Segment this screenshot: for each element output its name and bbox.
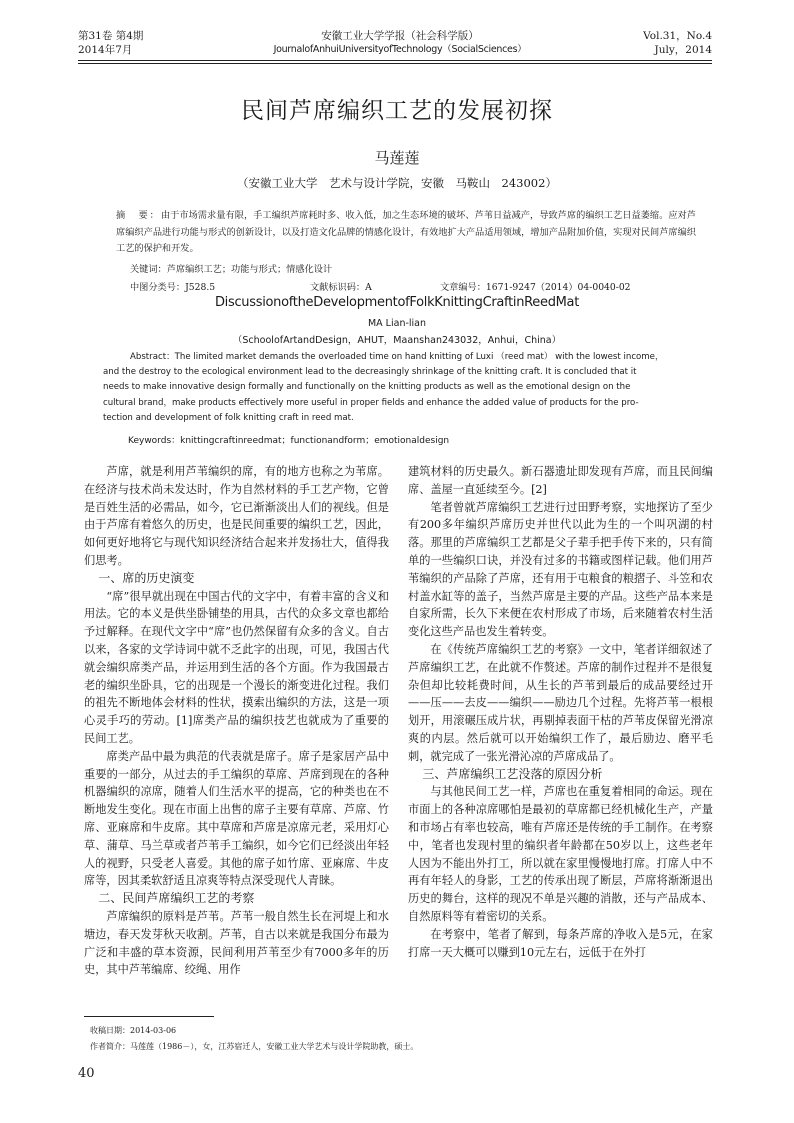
header-journal-name	[230, 29, 570, 57]
abstract-cn-label: 摘 要：	[116, 210, 161, 221]
abstract-en-line: cultural brand，make products effectively more useful in proper fields and enhance the added value of products for the pro-	[103, 397, 639, 408]
clc-number: 中图分类号：J528.5	[130, 282, 216, 293]
footnote-rule	[84, 1016, 214, 1017]
header-volume-en: Vol.31，No.4	[643, 30, 712, 42]
article-number: 文章编号：1671-9247（2014）04-0040-02	[440, 282, 631, 293]
body-paragraph: 在《传统芦席编织工艺的考察》一文中，笔者详细叙述了芦席编织工艺，在此就不作赘述。芦席的制作过程并不是很复杂但却比较耗费时间，从生长的芦苇到最后的成品要经过开——压——去皮——编织——励边几个过程。先将芦苇一根根划开，用滚碾压成片状，再剔掉表面干枯的芦苇皮保留光滑凉爽的内层。然后就可以开始编织工作了，最后励边、磨平毛刺，就完成了一张光滑沁凉的芦席成品了。	[408, 642, 713, 763]
abstract-cn	[116, 208, 696, 258]
footnote-received-date: 收稿日期：2014-03-06	[90, 1026, 177, 1035]
body-column-right	[408, 463, 713, 961]
body-paragraph: 席类产品中最为典范的代表就是席子。席子是家居产品中重要的一部分，从过去的手工编织的草席、芦席到现在的各种机器编织的凉席，随着人们生活水平的提高，它的种类也在不断地发生变化。现在市面上出售的席子主要有草席、芦席、竹席、亚麻席和牛皮席。其中草席和芦席是凉席元老，采用灯心草、蒲草、马兰草或者芦苇手工编织，如今它们已经淡出年轻人的视野，只受老人喜爱。其他的席子如竹席、亚麻席、牛皮席等，因其柔软舒适且凉爽等特点深受现代人青睐。	[84, 749, 389, 888]
body-paragraph: 与其他民间工艺一样，芦席也在重复着相同的命运。现在市面上的各种凉席哪怕是最初的草席都已经机械化生产，产量和市场占有率也较高，唯有芦席还是传统的手工制作。在考察中，笔者也发现村里的编织者年龄都在50岁以上，这些老年人因为不能出外打工，所以就在家里慢慢地打席。打席人中不再有年轻人的身影，工艺的传承出现了断层，芦席将渐渐退出历史的舞台，这样的现况不单是兴趣的消散，还与产品成本、自然原料等有着密切的关系。	[408, 785, 713, 923]
body-paragraph-continued: 建筑材料的历史最久。新石器遗址即发现有芦席，而且民间编席、盖屋一直延续至今。[2]	[408, 465, 713, 496]
abstract-en-line: needs to make innovative design formally and functionally on the knitting products as well as the emotional design on the	[103, 382, 631, 393]
section-heading-3: 三、芦席编织工艺没落的原因分析	[422, 766, 603, 781]
article-author: 马莲莲	[374, 149, 420, 167]
page-number: 40	[78, 1066, 95, 1081]
header-date-en: July，2014	[654, 44, 712, 56]
header-date: 2014年7月	[78, 44, 133, 56]
abstract-cn-text: 由于市场需求量有限，手工编织芦席耗时多、收入低，加之生态环境的破坏、芦苇日益减产，导致芦席的编织工艺日益萎缩。应对芦席编织产品进行功能与形式的创新设计，以及打造文化品牌的情感化设计，有效地扩大产品适用领域，增加产品附加价值，实现对民间芦席编织工艺的保护和开发。	[116, 210, 696, 254]
abstract-en-line: and the destroy to the ecological environment lead to the decreasingly shrinkage of the knitting craft. It is concluded that it	[103, 367, 637, 378]
header-rule-top	[78, 60, 712, 61]
document-code: 文献标识码：A	[310, 282, 372, 293]
keywords-cn: 关键词：芦席编织工艺；功能与形式；情感化设计	[130, 264, 333, 275]
body-paragraph: 芦席编织的原料是芦苇。芦苇一般自然生长在河堤上和水塘边，春天发芽秋天收割。芦苇，自古以来就是我国分布最为广泛和丰盛的草本资源，民间利用芦苇至少有7000多年的历史，其中芦苇编席、绞绳、用作	[84, 909, 389, 977]
body-paragraph: 芦席，就是利用芦苇编织的席，有的地方也称之为苇席。在经济与技术尚未发达时，作为自然材料的手工艺产物，它曾是百姓生活的必需品，如今，它已渐渐淡出人们的视线。但是由于芦席有着悠久的历史，也是民间重要的编织工艺，因此，如何更好地将它与现代知识经济结合起来并发扬壮大，值得我们思考。	[84, 465, 389, 567]
article-title-en: DiscussionoftheDevelopmentofFolkKnittingCraftinReedMat	[214, 295, 580, 310]
section-heading-1: 一、席的历史演变	[98, 570, 195, 585]
abstract-en-line: Abstract：The limited market demands the overloaded time on hand knitting of Luxi （reed mat） with the lowest income，	[130, 352, 664, 362]
body-paragraph: “席”很早就出现在中国古代的文字中，有着丰富的含义和用法。它的本义是供坐卧铺垫的用具，古代的众多文章也都给予过解释。在现代文字中“席”也仍然保留有众多的含义。自古以来，各家的文学诗词中就不乏此字的出现，可见，我国古代就会编织席类产品，并运用到生活的各个方面。作为我国最古老的编织坐卧具，它的出现是一个漫长的渐变进化过程。我们的祖先不断地体会材料的性状，摸索出编织的方法，这是一项心灵手巧的劳动。[1]席类产品的编织技艺也就成为了重要的民间工艺。	[84, 589, 389, 745]
abstract-en	[103, 350, 693, 426]
article-affiliation: （安徽工业大学 艺术与设计学院，安徽 马鞍山 243002）	[237, 176, 557, 190]
body-column-left	[84, 463, 389, 979]
article-title: 民间芦席编织工艺的发展初探	[241, 98, 553, 124]
footnote-author-bio: 作者简介：马莲莲（1986－），女，江苏宿迁人，安徽工业大学艺术与设计学院助教，硕士。	[90, 1042, 419, 1051]
body-paragraph: 笔者曾就芦席编织工艺进行过田野考察，实地探访了至少有200多年编织芦席历史并世代以此为生的一个叫巩湖的村落。那里的芦席编织工艺都是父子辈手把手传下来的，只有简单的一些编织口诀，并没有过多的书籍或图样记载。他们用芦苇编织的产品除了芦席，还有用于屯粮食的粮摺子、斗笠和农村盖水缸等的盖子，当然芦席是主要的产品。这些产品本来是自家所需，长久下来便在农村形成了市场，后来随着农村生活变化这些产品也发生着转变。	[408, 500, 713, 639]
header-journal-en: JournalofAnhuiUniversityofTechnology（SocialSciences）	[273, 44, 527, 55]
header-journal-cn: 安徽工业大学学报（社会科学版）	[321, 30, 479, 42]
article-author-en: MA Lian-lian	[367, 318, 427, 329]
classification-line	[130, 279, 710, 293]
header-rule-bottom	[78, 63, 712, 64]
header-volume: 第31卷 第4期	[78, 30, 144, 42]
keywords-en: Keywords：knittingcraftinreedmat；functionandform；emotionaldesign	[128, 436, 450, 446]
header-volume-info	[78, 29, 143, 57]
header-volume-info-en	[643, 29, 712, 57]
article-affiliation-en: （SchoolofArtandDesign，AHUT，Maanshan243032，Anhui，China）	[232, 335, 562, 346]
abstract-en-line: tection and development of folk knitting craft in reed mat.	[103, 412, 354, 423]
body-paragraph: 在考察中，笔者了解到，每条芦席的净收入是5元，在家打席一天大概可以赚到10元左右，远低于在外打	[408, 927, 713, 959]
section-heading-2: 二、民间芦席编织工艺的考察	[98, 891, 255, 906]
